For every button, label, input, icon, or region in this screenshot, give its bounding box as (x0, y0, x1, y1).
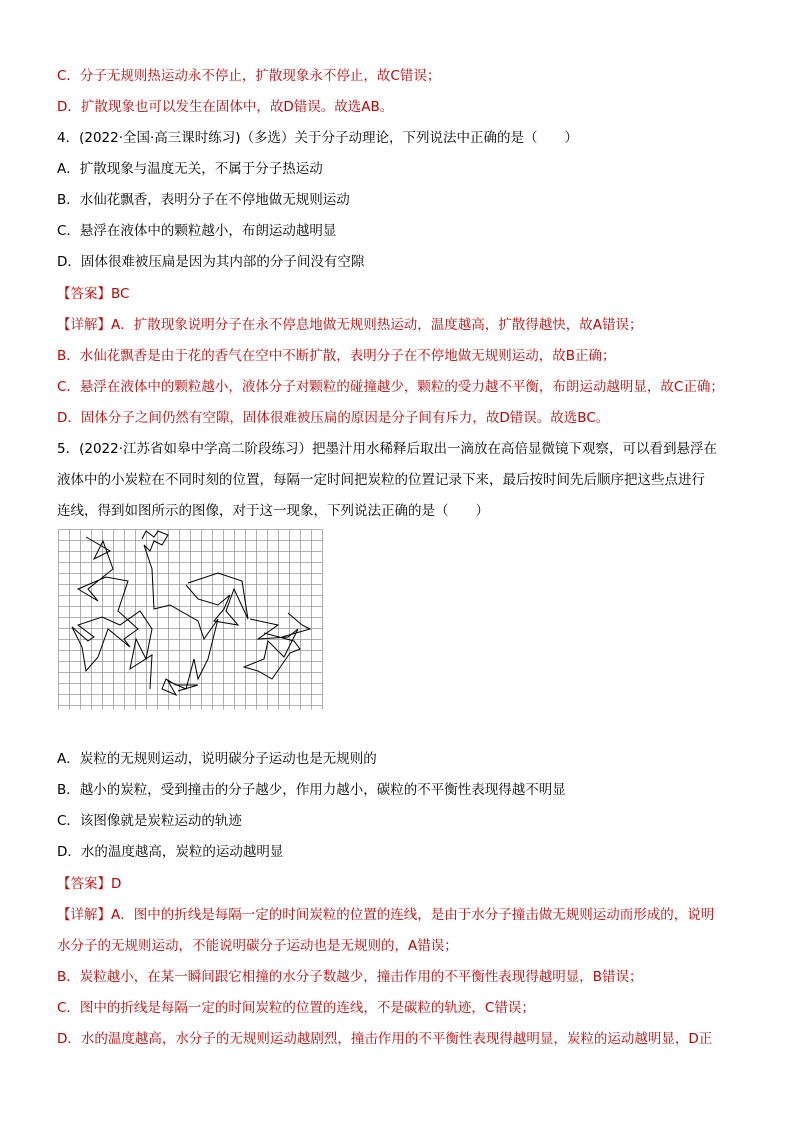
particle-path-lines (72, 531, 310, 695)
q5-option-b: B．越小的炭粒，受到撞击的分子越少，作用力越小，碳粒的不平衡性表现得越不明显 (57, 782, 566, 798)
q5-detail-line-1 (57, 905, 757, 925)
particle-path-segment (142, 531, 218, 695)
q4-option-c: C．悬浮在液体中的颗粒越小，布朗运动越明显 (57, 223, 337, 239)
q4-explanation-a: A．扩散现象说明分子在永不停息地做无规则热运动，温度越高，扩散得越快，故A错误； (111, 317, 643, 333)
particle-path-segment (72, 537, 152, 689)
q5-explanation-line-4: C．图中的折线是每隔一定的时间炭粒的位置的连线，不是碳粒的轨迹，C错误； (57, 1000, 535, 1016)
q5-explanation-line-1: A．图中的折线是每隔一定的时间炭粒的位置的连线，是由于水分子撞击做无规则运动而形成的，说明 (111, 907, 715, 923)
q4-detail-a (57, 315, 757, 335)
q5-explanation-line-2: 水分子的无规则运动，不能说明碳分子运动也是无规则的，A错误； (57, 938, 458, 954)
q4-answer-value: BC (111, 286, 130, 302)
q4-option-b: B．水仙花飘香，表明分子在不停地做无规则运动 (57, 192, 350, 208)
particle-path-segment (244, 619, 300, 679)
q5-detail-label: 【详解】 (57, 907, 111, 923)
q5-answer (57, 874, 757, 894)
q4-option-a: A．扩散现象与温度无关，不属于分子热运动 (57, 161, 323, 177)
prev-option-c-explanation: C．分子无规则热运动永不停止，扩散现象永不停止，故C错误； (57, 68, 441, 84)
q5-stem-line-3: 连线，得到如图所示的图像，对于这一现象，下列说法正确的是（ ） (57, 503, 489, 519)
brownian-motion-svg (58, 529, 323, 710)
q5-explanation-line-5: D．水的温度越高，水分子的无规则运动越剧烈，撞击作用的不平衡性表现得越明显，炭粒的运动越明显，D正 (57, 1031, 713, 1047)
q5-option-c: C．该图像就是炭粒运动的轨迹 (57, 813, 242, 829)
q5-answer-label: 【答案】 (57, 876, 111, 892)
q5-stem-line-2: 液体中的小炭粒在不同时刻的位置，每隔一定时间把炭粒的位置记录下来，最后按时间先后顺序把这些点进行 (57, 472, 705, 488)
q4-explanation-c: C．悬浮在液体中的颗粒越小，液体分子对颗粒的碰撞越少，颗粒的受力越不平衡，布朗运动越明显，故C正确； (57, 379, 724, 395)
q4-option-d: D．固体很难被压扁是因为其内部的分子间没有空隙 (57, 254, 365, 270)
q5-stem-line-1: 5．(2022·江苏省如皋中学高二阶段练习）把墨汁用水稀释后取出一滴放在高倍显微镜下观察，可以看到悬浮在 (57, 441, 718, 457)
prev-option-d-explanation: D．扩散现象也可以发生在固体中，故D错误。故选AB。 (57, 99, 394, 115)
q4-answer (57, 284, 757, 304)
brownian-motion-figure (58, 529, 323, 710)
q5-option-d: D．水的温度越高，炭粒的运动越明显 (57, 844, 284, 860)
particle-path-segment (282, 613, 310, 637)
q4-explanation-b: B．水仙花飘香是由于花的香气在空中不断扩散，表明分子在不停地做无规则运动，故B正确； (57, 348, 616, 364)
q4-stem: 4．(2022·全国·高三课时练习)（多选）关于分子动理论，下列说法中正确的是（ ） (57, 130, 579, 146)
q5-explanation-line-3: B．炭粒越小，在某一瞬间跟它相撞的水分子数越少，撞击作用的不平衡性表现得越明显，B错误； (57, 969, 643, 985)
q5-answer-value: D (111, 876, 122, 892)
q4-detail-label: 【详解】 (57, 317, 111, 333)
q4-answer-label: 【答案】 (57, 286, 111, 302)
q5-option-a: A．炭粒的无规则运动，说明碳分子运动也是无规则的 (57, 751, 377, 767)
q4-explanation-d: D．固体分子之间仍然有空隙，固体很难被压扁的原因是分子间有斥力，故D错误。故选BC。 (57, 410, 610, 426)
